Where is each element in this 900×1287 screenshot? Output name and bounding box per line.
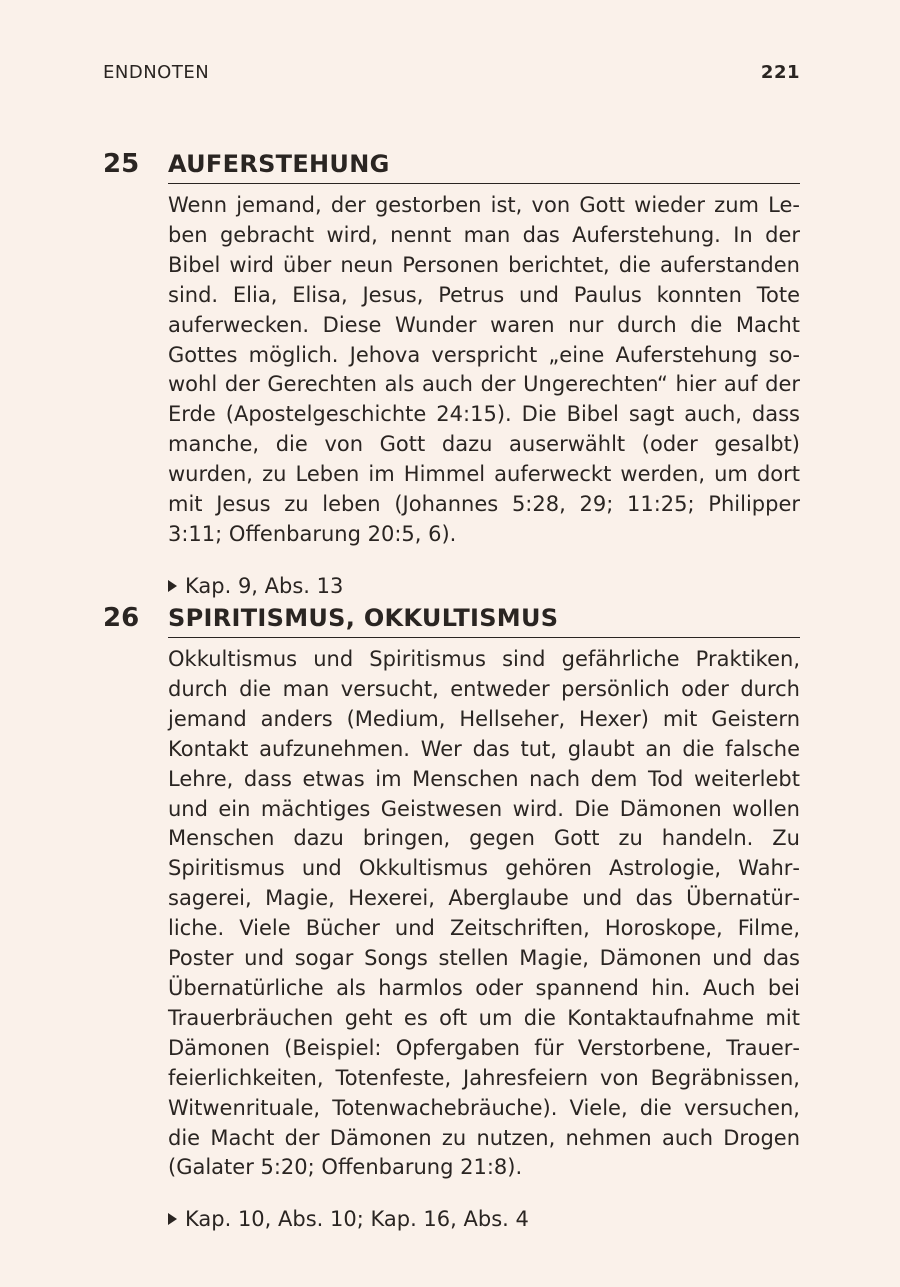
endnote-title: SPIRITISMUS, OKKULTISMUS	[168, 601, 800, 638]
endnote-25	[103, 147, 800, 601]
page-header	[103, 58, 800, 86]
play-triangle-icon	[168, 580, 177, 592]
endnote-heading	[103, 601, 800, 635]
endnote-number: 26	[103, 603, 140, 633]
running-title: ENDNOTEN	[103, 61, 210, 83]
chapter-reference-text: Kap. 9, Abs. 13	[185, 573, 344, 598]
play-triangle-icon	[168, 1213, 177, 1225]
endnote-body: Wenn jemand, der gestorben ist, von Gott wieder zum Leben gebracht wird, nennt man das Auferstehung. In der Bibel wird über neun Personen berichtet, die auferstanden sind. Elia, Elisa, Jesus, Petrus und Paulus konnten Tote auferwecken. Diese Wunder waren nur durch die Macht Gottes möglich. Jehova verspricht „eine Auferstehung sowohl der Gerechten als auch der Ungerechten“ hier auf der Erde (Apostelgeschichte 24:15). Die Bibel sagt auch, dass manche, die von Gott dazu auserwählt (oder gesalbt) wurden, zu Leben im Himmel auferweckt werden, um dort mit Jesus zu leben (Johannes 5:28, 29; 11:25; Philipper 3:11; Offenbarung 20:5, 6).	[168, 193, 800, 546]
page-number: 221	[760, 61, 800, 83]
endnote-heading	[103, 147, 800, 181]
endnote-title: AUFERSTEHUNG	[168, 147, 800, 184]
chapter-reference	[168, 571, 800, 601]
endnote-26	[103, 601, 800, 1234]
chapter-reference-text: Kap. 10, Abs. 10; Kap. 16, Abs. 4	[185, 1207, 529, 1232]
chapter-reference	[168, 1204, 800, 1234]
endnote-body: Okkultismus und Spiritismus sind gefährliche Praktiken, durch die man versucht, entweder persönlich oder durch jemand anders (Medium, Hellseher, Hexer) mit Geistern Kontakt aufzunehmen. Wer das tut, glaubt an die falsche Lehre, dass etwas im Menschen nach dem Tod weiterlebt und ein mächtiges Geistwesen wird. Die Dämonen wollen Menschen dazu bringen, gegen Gott zu handeln. Zu Spiritismus und Okkultismus gehören Astrologie, Wahrsagerei, Magie, Hexerei, Aberglaube und das Übernatürliche. Viele Bücher und Zeitschriften, Horoskope, Filme, Poster und sogar Songs stellen Magie, Dämonen und das Übernatürliche als harmlos oder spannend hin. Auch bei Trauerbräuchen geht es oft um die Kontaktaufnahme mit Dämonen (Beispiel: Opfergaben für Verstorbene, Trauerfeierlichkeiten, Totenfeste, Jahresfeiern von Begräbnissen, Witwenrituale, Totenwachebräuche). Viele, die versuchen, die Macht der Dämonen zu nutzen, nehmen auch Drogen (Galater 5:20; Offenbarung 21:8).	[168, 647, 800, 1180]
endnote-number: 25	[103, 149, 140, 179]
